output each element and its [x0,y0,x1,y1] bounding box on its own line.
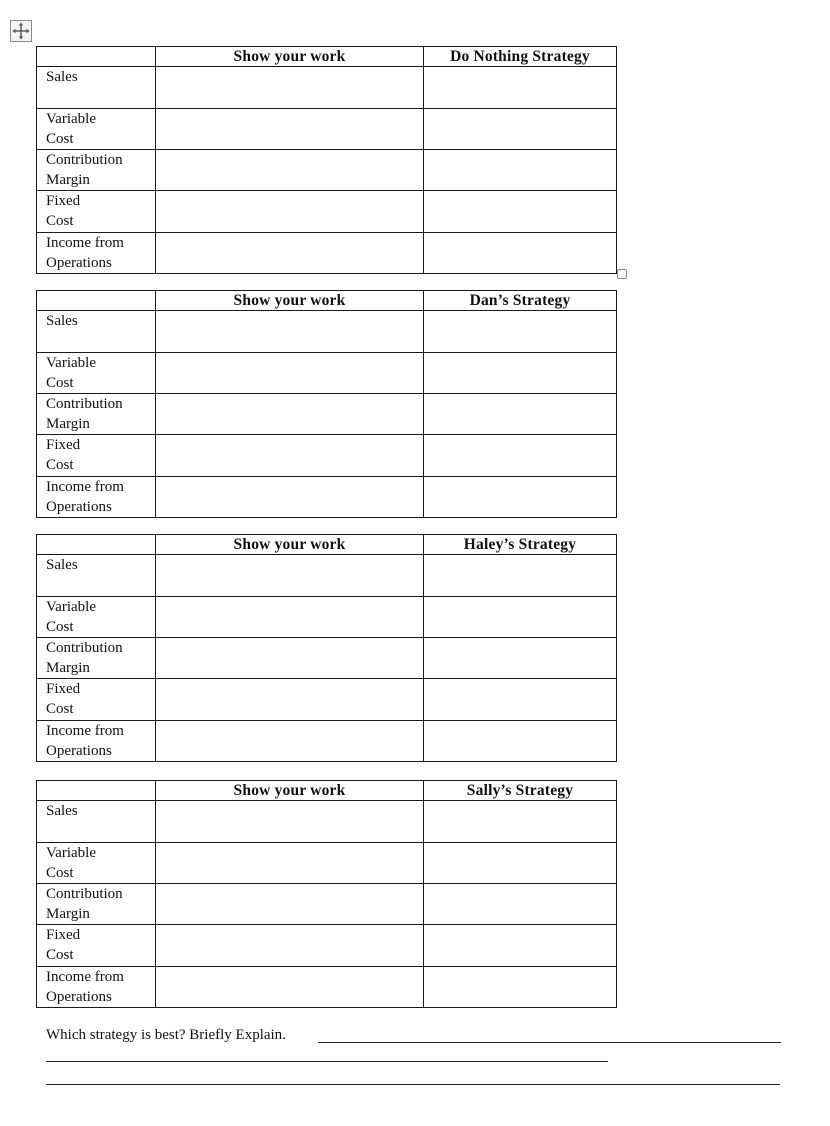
table-row [37,233,617,274]
work-cell[interactable] [156,925,424,967]
answer-cell[interactable] [424,150,617,191]
work-cell[interactable] [156,967,424,1008]
strategy-table-haley [36,534,617,762]
answer-cell[interactable] [424,435,617,477]
answer-cell[interactable] [424,801,617,843]
table-row [37,597,617,638]
work-cell[interactable] [156,311,424,353]
work-cell[interactable] [156,679,424,721]
header-strategy: Haley’s Strategy [424,535,617,555]
header-strategy: Dan’s Strategy [424,291,617,311]
table-row [37,884,617,925]
table-row [37,109,617,150]
header-show-your-work: Show your work [156,781,424,801]
work-cell[interactable] [156,191,424,233]
table-row [37,311,617,353]
row-label-contribution-margin: Contribution Margin [37,638,156,679]
header-show-your-work: Show your work [156,535,424,555]
work-cell[interactable] [156,801,424,843]
answer-line-2[interactable] [46,1061,608,1062]
question-prompt: Which strategy is best? Briefly Explain. [46,1027,286,1043]
row-label-fixed-cost: Fixed Cost [37,191,156,233]
table-row [37,555,617,597]
work-cell[interactable] [156,353,424,394]
header-blank [37,781,156,801]
row-label-contribution-margin: Contribution Margin [37,884,156,925]
answer-cell[interactable] [424,311,617,353]
work-cell[interactable] [156,67,424,109]
answer-cell[interactable] [424,843,617,884]
table-row [37,67,617,109]
row-label-income-from-operations: Income from Operations [37,721,156,762]
row-label-contribution-margin: Contribution Margin [37,150,156,191]
work-cell[interactable] [156,477,424,518]
strategy-table-sally [36,780,617,1008]
header-blank [37,47,156,67]
table-row [37,394,617,435]
work-cell[interactable] [156,638,424,679]
answer-cell[interactable] [424,233,617,274]
answer-cell[interactable] [424,477,617,518]
answer-line-1[interactable] [318,1042,781,1043]
answer-cell[interactable] [424,679,617,721]
answer-cell[interactable] [424,353,617,394]
table-row [37,843,617,884]
table-row [37,477,617,518]
table-header-row [37,781,617,801]
row-label-fixed-cost: Fixed Cost [37,925,156,967]
header-blank [37,535,156,555]
row-label-sales: Sales [37,311,156,353]
work-cell[interactable] [156,884,424,925]
answer-cell[interactable] [424,191,617,233]
answer-cell[interactable] [424,597,617,638]
row-label-sales: Sales [37,555,156,597]
row-label-sales: Sales [37,801,156,843]
row-label-income-from-operations: Income from Operations [37,967,156,1008]
row-label-variable-cost: Variable Cost [37,843,156,884]
header-blank [37,291,156,311]
table-row [37,191,617,233]
table-header-row [37,291,617,311]
table-row [37,435,617,477]
row-label-fixed-cost: Fixed Cost [37,435,156,477]
table-row [37,967,617,1008]
table-row [37,801,617,843]
table-header-row [37,535,617,555]
table-row [37,353,617,394]
work-cell[interactable] [156,233,424,274]
table-resize-handle-icon[interactable] [617,269,627,279]
work-cell[interactable] [156,843,424,884]
work-cell[interactable] [156,109,424,150]
work-cell[interactable] [156,150,424,191]
work-cell[interactable] [156,721,424,762]
strategy-table-dan [36,290,617,518]
header-strategy: Do Nothing Strategy [424,47,617,67]
table-row [37,638,617,679]
table-row [37,679,617,721]
header-show-your-work: Show your work [156,47,424,67]
row-label-contribution-margin: Contribution Margin [37,394,156,435]
answer-cell[interactable] [424,67,617,109]
answer-cell[interactable] [424,967,617,1008]
answer-cell[interactable] [424,394,617,435]
row-label-income-from-operations: Income from Operations [37,233,156,274]
answer-cell[interactable] [424,721,617,762]
strategy-table-do-nothing [36,46,617,274]
row-label-sales: Sales [37,67,156,109]
answer-cell[interactable] [424,555,617,597]
table-row [37,150,617,191]
table-move-handle-icon[interactable] [10,20,32,42]
work-cell[interactable] [156,597,424,638]
row-label-variable-cost: Variable Cost [37,353,156,394]
answer-cell[interactable] [424,109,617,150]
answer-cell[interactable] [424,884,617,925]
row-label-fixed-cost: Fixed Cost [37,679,156,721]
table-header-row [37,47,617,67]
answer-cell[interactable] [424,638,617,679]
table-row [37,925,617,967]
row-label-variable-cost: Variable Cost [37,597,156,638]
header-strategy: Sally’s Strategy [424,781,617,801]
table-row [37,721,617,762]
row-label-variable-cost: Variable Cost [37,109,156,150]
answer-cell[interactable] [424,925,617,967]
answer-line-3[interactable] [46,1084,780,1085]
row-label-income-from-operations: Income from Operations [37,477,156,518]
work-cell[interactable] [156,394,424,435]
work-cell[interactable] [156,435,424,477]
work-cell[interactable] [156,555,424,597]
header-show-your-work: Show your work [156,291,424,311]
